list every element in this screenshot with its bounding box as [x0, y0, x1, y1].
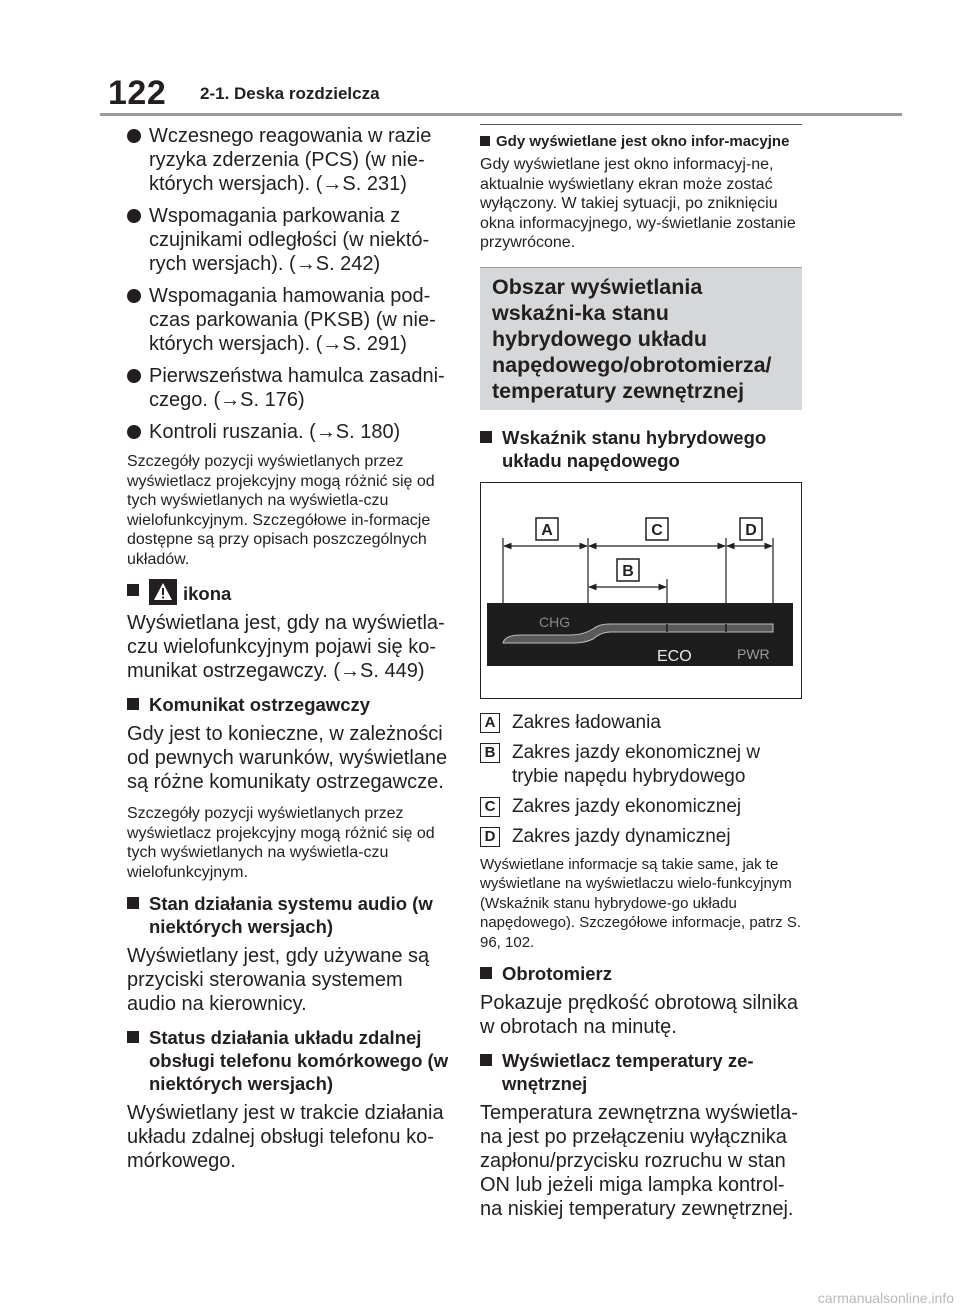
legend-item: B Zakres jazdy ekonomicznej w trybie napędu hybrydowego: [480, 741, 802, 789]
icon-heading: ikona: [127, 579, 457, 605]
legend-key: A: [480, 713, 500, 733]
icon-description: Wyświetlana jest, gdy na wyświetla-czu wielofunkcyjnym pojawi się ko-munikat ostrzegawczy. (→S. 449): [127, 612, 445, 682]
warning-heading: Komunikat ostrzegawczy: [127, 693, 457, 716]
legend-key: D: [480, 827, 500, 847]
label-d: D: [745, 521, 757, 539]
left-column: [127, 124, 457, 1183]
section-divider: [480, 124, 802, 125]
warning-triangle-icon: [149, 579, 177, 605]
audio-description: Wyświetlany jest, gdy używane są przyciski sterowania systemem audio na kierownicy.: [127, 945, 430, 1015]
info-window-text: Gdy wyświetlane jest okno informacyj-ne, aktualnie wyświetlany ekran może zostać wyłączony. W takiej sytuacji, po zniknięciu okna informacyjnego, wy-świetlanie zostanie przywrócone.: [480, 156, 796, 251]
info-window-heading: Gdy wyświetlane jest okno infor-macyjne: [480, 133, 802, 150]
legend-key: C: [480, 797, 500, 817]
warning-description: Gdy jest to konieczne, w zależności od pewnych warunków, wyświetlane są różne komunikaty ostrzegawcze.: [127, 723, 448, 793]
temperature-description: Temperatura zewnętrzna wyświetla-na jest po przełączeniu wyłącznika zapłonu/przycisku rozruchu w stan ON lub jeżeli miga lampka kontrol-na niskiej temperatury zewnętrznej.: [480, 1102, 798, 1220]
legend-note: Wyświetlane informacje są takie same, jak te wyświetlane na wyświetlaczu wielo-funkcyjnym (Wskaźnik stanu hybrydowe-go układu napędowego). Szczegółowe informacje, patrz S. 96, 102.: [480, 855, 802, 951]
square-bullet-icon: [480, 136, 490, 146]
legend-item: C Zakres jazdy ekonomicznej: [480, 795, 802, 819]
bullet-item: Pierwszeństwa hamulca zasadni-czego. (→S. 176): [127, 364, 457, 412]
eco-label: ECO: [657, 647, 692, 665]
label-b: B: [622, 562, 634, 580]
right-column: [480, 124, 802, 1231]
hybrid-indicator-diagram: [480, 482, 802, 699]
square-bullet-icon: [480, 431, 492, 443]
label-c: C: [651, 521, 663, 539]
note-paragraph: Szczegóły pozycji wyświetlanych przez wyświetlacz projekcyjny mogą różnić się od tych wyświetlanych na wyświetla-czu wielofunkcyjnym. Szczegółowe in-formacje dostępne są przy opisach poszczególnych układów.: [127, 453, 435, 568]
bullet-icon: [127, 129, 141, 143]
pwr-label: PWR: [737, 645, 770, 662]
section-box-title: Obszar wyświetlania wskaźni-ka stanu hybrydowego układu napędowego/obrotomierza/ temperatury zewnętrznej: [480, 267, 802, 410]
header-divider: [100, 113, 902, 116]
section-title: 2-1. Deska rozdzielcza: [200, 84, 380, 103]
chg-label: CHG: [539, 613, 571, 630]
page-number: 122: [108, 74, 167, 112]
square-bullet-icon: [480, 1054, 492, 1066]
bullet-icon: [127, 209, 141, 223]
temperature-heading: Wyświetlacz temperatury ze-wnętrznej: [480, 1049, 802, 1095]
note-paragraph: Szczegóły pozycji wyświetlanych przez wyświetlacz projekcyjny mogą różnić się od tych wyświetlanych na wyświetla-czu wielofunkcyjnym.: [127, 805, 435, 881]
hybrid-indicator-heading: Wskaźnik stanu hybrydowego układu napędowego: [480, 426, 802, 472]
bullet-item: Wczesnego reagowania w razie ryzyka zderzenia (PCS) (w nie-których wersjach). (→S. 231): [127, 124, 457, 196]
page-header: [0, 0, 960, 118]
legend-key: B: [480, 743, 500, 763]
square-bullet-icon: [127, 698, 139, 710]
label-a: A: [541, 521, 553, 539]
phone-description: Wyświetlany jest w trakcie działania układu zdalnej obsługi telefonu ko-mórkowego.: [127, 1102, 444, 1172]
square-bullet-icon: [480, 967, 492, 979]
bullet-item: Wspomagania parkowania z czujnikami odległości (w niektó-rych wersjach). (→S. 242): [127, 204, 457, 276]
square-bullet-icon: [127, 897, 139, 909]
square-bullet-icon: [127, 584, 139, 596]
bullet-item: Wspomagania hamowania pod-czas parkowania (PKSB) (w nie-których wersjach). (→S. 291): [127, 284, 457, 356]
hybrid-indicator-illustration: [481, 483, 800, 697]
phone-heading: Status działania układu zdalnej obsługi telefonu komórkowego (w niektórych wersjach): [127, 1026, 457, 1095]
bullet-icon: [127, 425, 141, 439]
bullet-icon: [127, 289, 141, 303]
tachometer-heading: Obrotomierz: [480, 962, 802, 985]
legend-item: D Zakres jazdy dynamicznej: [480, 825, 802, 849]
watermark: carmanualsonline.info: [817, 1290, 954, 1306]
bullet-item: Kontroli ruszania. (→S. 180): [127, 420, 457, 444]
audio-heading: Stan działania systemu audio (w niektórych wersjach): [127, 892, 457, 938]
square-bullet-icon: [127, 1031, 139, 1043]
legend-item: A Zakres ładowania: [480, 711, 802, 735]
bullet-icon: [127, 369, 141, 383]
tachometer-description: Pokazuje prędkość obrotową silnika w obrotach na minutę.: [480, 992, 798, 1038]
